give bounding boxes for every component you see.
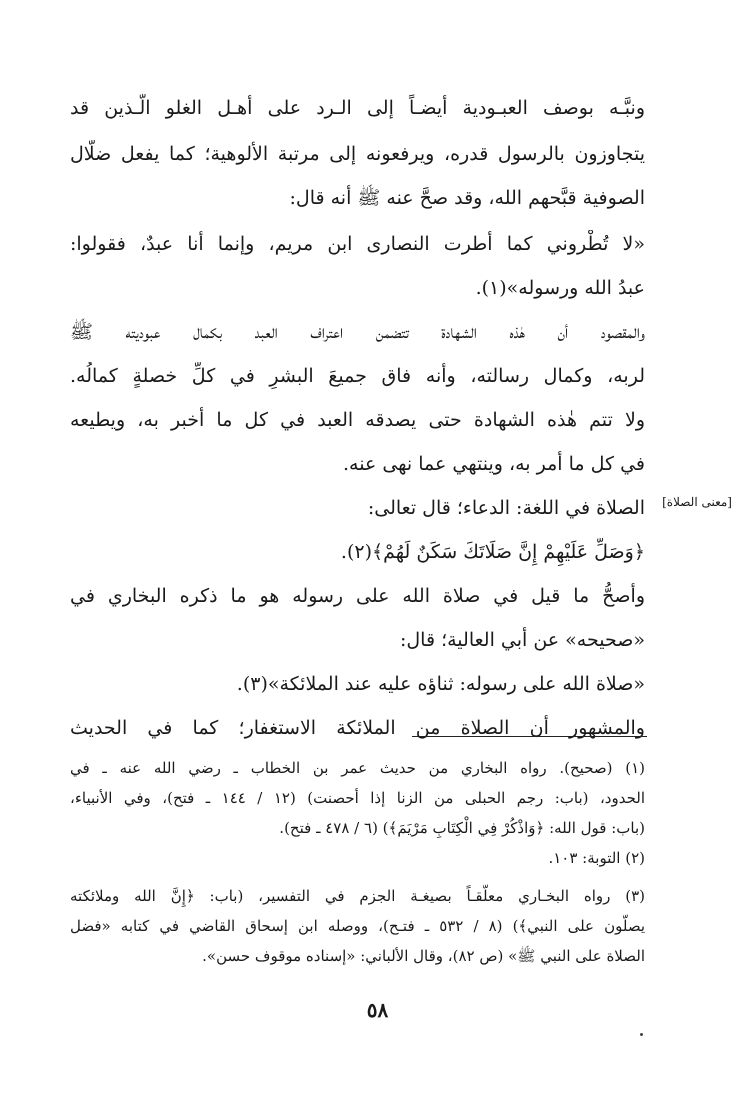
body-line: والمقصود أن هٰذه الشهادة تتضمن اعتراف العبد بكمال عبوديته ﷺ <box>70 321 645 343</box>
body-line: يتجاوزون بالرسول قدره، ويرفعونه إلى مرتبة الألوهية؛ كما يفعل ضلَّال <box>70 143 645 165</box>
hadith-quote-line: «لا تُطْروني كما أطرت النصارى ابن مريم، وإنما أنا عبدٌ، فقولوا: <box>70 233 645 255</box>
body-line: في كل ما أمر به، وينتهي عما نهى عنه. <box>343 453 645 475</box>
quran-verse-line: ﴿وَصَلِّ عَلَيْهِمْ إِنَّ صَلَاتَكَ سَكَنٌ لَهُمْ﴾(٢). <box>340 541 645 563</box>
footnote-line: الحدود، (باب: رجم الحبلى من الزنا إذا أحصنت) (١٢ / ١٤٤ ـ فتح)، وفي الأنبياء، <box>70 789 645 807</box>
hadith-quote-line: عبدُ الله ورسوله»(١). <box>475 277 645 299</box>
footnote-line: (باب: قول الله: ﴿وَاذْكُرْ فِي الْكِتَابِ مَرْيَمَ﴾) (٦ / ٤٧٨ ـ فتح). <box>279 819 645 837</box>
footnote-line: يصلُّون على النبي﴾) (٨ / ٥٣٢ ـ فتـح)، ووصله ابن إسحاق القاضي في كتابه «فضل <box>70 917 645 935</box>
body-line: الصوفية قبَّحهم الله، وقد صحَّ عنه ﷺ أنه قال: <box>289 187 645 209</box>
page-number: ٥٨ <box>366 998 389 1022</box>
footnote-divider <box>412 736 647 737</box>
athar-quote-line: «صلاة الله على رسوله: ثناؤه عليه عند الملائكة»(٣). <box>236 673 645 695</box>
body-line: ولا تتم هٰذه الشهادة حتى يصدقه العبد في كل ما أخبر به، ويطيعه <box>70 409 645 431</box>
footnote-line: (٢) التوبة: ١٠٣. <box>548 849 645 867</box>
body-line: وأصحُّ ما قيل في صلاة الله على رسوله هو ما ذكره البخاري في <box>70 585 645 607</box>
footnote-line: الصلاة على النبي ﷺ» (ص ٨٢)، وقال الألباني: «إسناده موقوف حسن». <box>202 947 645 965</box>
body-line: والمشهور أن الصلاة من الملائكة الاستغفار؛ كما في الحديث <box>70 717 645 739</box>
body-line: «صحيحه» عن أبي العالية؛ قال: <box>399 629 645 651</box>
body-line: ونبَّـه بوصف العبـودية أيضـاً إلى الـرد على أهـل الغلو الّـذين قد <box>70 97 645 119</box>
margin-note: [معنى الصلاة] <box>662 495 732 509</box>
footnote-line: (٣) رواه البخـاري معلَّقـاً بصيغـة الجزم في التفسير، (باب: ﴿إِنَّ الله وملائكته <box>70 887 645 905</box>
scan-speck <box>640 1033 643 1036</box>
body-line: الصلاة في اللغة: الدعاء؛ قال تعالى: <box>367 497 645 519</box>
body-line: لربه، وكمال رسالته، وأنه فاق جميعَ البشرِ في كلِّ خصلةٍ كمالُه. <box>70 365 645 387</box>
footnote-line: (١) (صحيح). رواه البخاري من حديث عمر بن الخطاب ـ رضي الله عنه ـ في <box>70 759 645 777</box>
